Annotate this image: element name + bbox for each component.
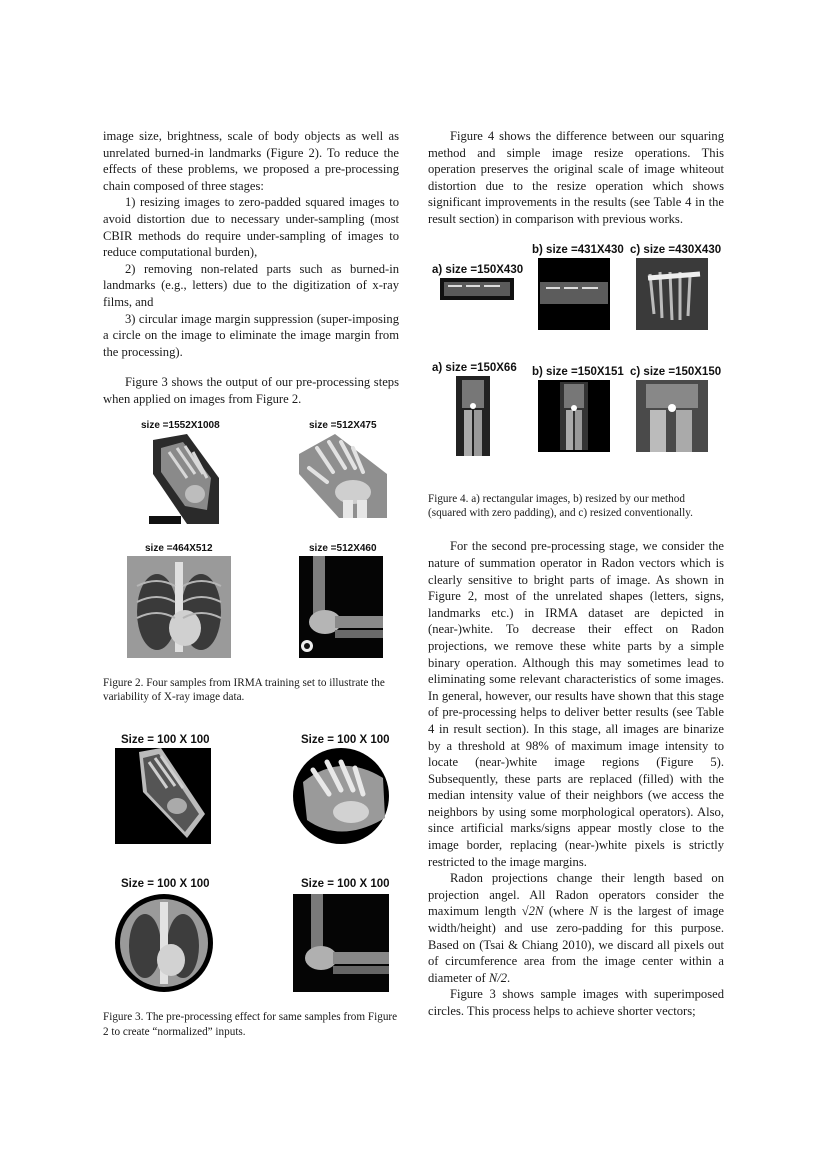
figure2-label-3: size =464X512 (145, 542, 213, 554)
radon-text-a: Radon projections change their length based on projection angel. All Radon operators consider the maximum length (428, 871, 724, 919)
figure-4 (428, 242, 724, 484)
fig4-stretched-wrist (636, 380, 708, 452)
figure-3 (103, 730, 399, 1002)
figure2-label-1: size =1552X1008 (141, 419, 220, 431)
figure3-label-4: Size = 100 X 100 (301, 878, 390, 891)
xray-chest (127, 556, 231, 658)
stage-3-item: 3) circular image margin suppression (super-imposing a circle on the image to eliminate the image margin from the processing). (103, 311, 399, 359)
fig4-rect-wrist-tall (456, 376, 490, 456)
figure4-caption: Figure 4. a) rectangular images, b) resized by our method (squared with zero padding), and c) resized conventionally. (428, 492, 693, 519)
radon-text-b: (where (543, 904, 590, 919)
figure3-label-2: Size = 100 X 100 (301, 734, 390, 747)
var-n: N (589, 904, 598, 919)
normalized-hand-rotated (115, 748, 211, 844)
var-n-half: N/2 (488, 970, 508, 985)
fig4-stretched-hand-wide (636, 258, 708, 330)
figure2-caption: Figure 2. Four samples from IRMA training set to illustrate the variability of X-ray image data. (103, 676, 385, 703)
stage-1-item: 1) resizing images to zero-padded squared images to avoid distortion due to necessary under-sampling (most CBIR methods do require under-sampling of images to reduce computational burden), (103, 195, 399, 260)
figure4-row2-label-b: b) size =150X151 (532, 365, 624, 378)
figure4-reference-paragraph: Figure 4 shows the difference between our squaring method and simple image resize operations. This operation preserves the original scale of image whiteout distortion due to the resize operation which shows significant improvements in the results (see Table 4 in the result section) in comparison with previous works. (428, 129, 724, 226)
left-column (103, 128, 399, 1039)
radon-text-d: . (507, 970, 511, 985)
xray-hand-rotated (147, 434, 219, 524)
fig4-padded-hand-wide (538, 258, 610, 330)
figure-2 (103, 416, 399, 668)
figure3-label-1: Size = 100 X 100 (121, 734, 210, 747)
intro-paragraph: image size, brightness, scale of body objects as well as unrelated burned-in landmarks (Figure 2). To reduce the effects of these problems, we proposed a pre-processing chain composed of three stages: (103, 129, 399, 193)
last-paragraph: Figure 3 shows sample images with superimposed circles. This process helps to achieve shorter vectors; (428, 987, 724, 1018)
figure3-label-3: Size = 100 X 100 (121, 878, 210, 891)
figure2-label-2: size =512X475 (309, 419, 377, 431)
normalized-child-hand (293, 748, 389, 844)
fig4-padded-wrist (538, 380, 610, 452)
stage-2-item: 2) removing non-related parts such as burned-in landmarks (e.g., letters) due to the digitization of x-ray films, and (103, 261, 399, 309)
figure4-row1-label-c: c) size =430X430 (630, 243, 722, 256)
figure3-reference-paragraph: Figure 3 shows the output of our pre-processing steps when applied on images from Figure 2. (103, 375, 399, 406)
figure2-label-4: size =512X460 (309, 542, 377, 554)
radon-text-c: is the largest of image width/height) and use zero-padding for this purpose. Based on (Tsai & Chiang 2010), we discard all pixels out of circumference area from the image center within a diameter of (428, 904, 724, 985)
xray-child-hand (299, 434, 387, 518)
stage2-paragraph: For the second pre-processing stage, we consider the nature of summation operator in Radon vectors which is clearly sensitive to bright parts of image. As shown in Figure 2, most of the unrelated shapes (letters, signs, landmarks etc.) in IRMA dataset are depicted in (near-)white. To decrease their effect on Radon projections, we remove these white parts by a simple binary operation. Although this may sometimes lead to eliminating some relevant characteristics of some images. In general, however, our results have shown that this stage of pre-processing helps to deliver better results (see Table 4 in result section). In this stage, all images are binarize by a threshold at 98% of maximum image intensity to locate (near-)white image regions (Figure 5). Subsequently, these parts are replaced (filled) with the median intensity value of their neighbors (we access the neighbors by using some morphological operators). Also, since artificial marks/signs appear mostly close to the image border, replacing (near-)white pixels is strictly restricted to the image margins. (428, 539, 724, 869)
normalized-elbow (293, 894, 389, 992)
figure4-row1-label-a: a) size =150X430 (432, 263, 524, 276)
xray-elbow (299, 556, 383, 658)
normalized-chest (115, 894, 213, 992)
radon-paragraph (428, 870, 724, 986)
right-column (428, 128, 724, 1020)
figure4-row1-label-b: b) size =431X430 (532, 243, 624, 256)
figure4-row2-label-a: a) size =150X66 (432, 361, 517, 374)
figure4-row2-label-c: c) size =150X150 (630, 365, 722, 378)
figure3-caption: Figure 3. The pre-processing effect for same samples from Figure 2 to create “normalized” inputs. (103, 1011, 398, 1038)
sqrt-expression: √2N (521, 904, 544, 919)
fig4-rect-hand-wide (440, 278, 514, 300)
